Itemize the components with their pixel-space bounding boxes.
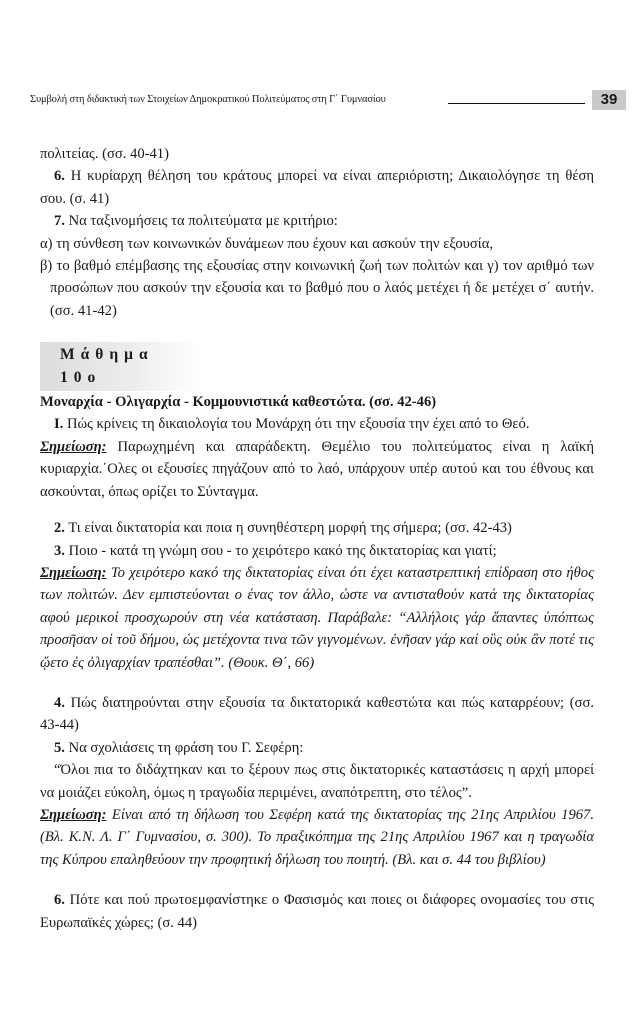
spacer (40, 322, 594, 342)
question-number: Ι. (54, 416, 64, 433)
question-3 (40, 540, 594, 562)
page-body (40, 143, 594, 934)
question-text: Πώς διατηρούνται στην εξουσία τα δικτατορικά καθεστώτα και πώς καταρρέουν; (σσ. 43-44) (40, 694, 594, 734)
question-text: Τι είναι δικτατορία και ποια η συνηθέστερη μορφή της σήμερα; (σσ. 42-43) (64, 520, 512, 537)
question-number: 3. (54, 542, 65, 559)
question-I (40, 413, 594, 435)
question-6b (40, 889, 594, 934)
lesson-title: Μοναρχία - Ολιγαρχία - Κομμουνιστικά καθεστώτα. (σσ. 42-46) (40, 394, 437, 411)
spacer (40, 503, 594, 517)
note-5 (40, 804, 594, 871)
question-text: Πώς κρίνεις τη δικαιολογία του Μονάρχη ότι την εξουσία την έχει από το Θεό. (63, 416, 530, 433)
question-text: Να ταξινομήσεις τα πολιτεύματα με κριτήριο: (64, 213, 338, 230)
question-7 (40, 210, 594, 232)
question-number: 5. (54, 739, 65, 756)
note-text: Είναι από τη δήλωση του Σεφέρη κατά της δικτατορίας της 21ης Απριλίου 1967. (Βλ. Κ.Ν. Λ. Γ΄ Γυμνασίου, σ. 300). Το πραξικόπημα της 21ης Απριλίου 1967 και η τραγωδία της Κύπρου επαληθεύουν την προφητική δήλωση του ποιητή. (Βλ. και σ. 44 του βιβλίου) (40, 806, 594, 868)
question-number: 4. (54, 694, 65, 711)
question-6 (40, 165, 594, 210)
header-rule (448, 103, 585, 104)
seferis-quote: “Όλοι πια το διδάχτηκαν και το ξέρουν πως στις δικτατορικές καταστάσεις η αρχή μπορεί να μοιάζει εύκολη, όμως η τραγωδία περιμένει, αναπότρεπτη, στο τέλος”. (40, 762, 594, 801)
note-3 (40, 562, 594, 674)
question-text: Ποιο - κατά τη γνώμη σου - το χειρότερο κακό της δικτατορίας και γιατί; (64, 542, 497, 559)
question-text: Να σχολιάσεις τη φράση του Γ. Σεφέρη: (64, 739, 304, 756)
question-7-option-b: β) το βαθμό επέμβασης της εξουσίας στην κοινωνική ζωή των πολιτών και γ) τον αριθμό των προσώπων που ασκούν την εξουσία και το βαθμό που ο λαός μετέχει ή δε μετέχει σ΄ αυτήν. (σσ. 41-42) (40, 258, 594, 319)
question-text: Πότε και πού πρωτοεμφανίστηκε ο Φασισμός και ποιες οι διάφορες ονομασίες του στις Ευρωπαϊκές χώρες; (σ. 44) (40, 892, 594, 931)
page-number: 39 (592, 90, 626, 110)
note-text: Παρωχημένη και απαράδεκτη. Θεμέλιο του πολιτεύματος είναι η λαϊκή κυριαρχία.΄Ολες οι εξουσίες πηγάζουν από το λαό, υπάρχουν υπέρ αυτού και του έθνους και ασκούνται, όπως ορίζει το Σύνταγμα. (40, 438, 594, 500)
spacer (40, 674, 594, 692)
note-label: Σημείωση: (40, 564, 107, 581)
continuation-line: πολιτείας. (σσ. 40-41) (40, 146, 169, 162)
question-number: 6. (54, 168, 65, 185)
note-label: Σημείωση: (40, 438, 107, 455)
question-7-option-a: α) τη σύνθεση των κοινωνικών δυνάμεων που έχουν και ασκούν την εξουσία, (40, 235, 493, 252)
question-number: 7. (54, 213, 65, 230)
running-title: Συμβολή στη διδακτική των Στοιχείων Δημοκρατικού Πολιτεύματος στη Γ΄ Γυμνασίου (30, 94, 386, 105)
note-I (40, 436, 594, 503)
note-text: Το χειρότερο κακό της δικτατορίας είναι ότι έχει καταστρεπτική επίδραση στο ήθος των πολιτών. Δεν εμπιστεύονται ο ένας τον άλλο, ώστε να αντισταθούν κατά της δικτατορίας αφού μερικοί προσχωρούν στη νέα κατάσταση. Παράβαλε: “Αλλήλοις γάρ ἅπαντες ὑπόπτως προσῆσαν οἱ τοῦ δήμου, ὡς μετέχοντα τινα τῶν γιγνομένων. ἐνῆσαν γάρ καί οὓς οὐκ ἂν ποτέ τις ᾤετο ἐς ὀλιγαρχίαν τραπέσθαι”. (Θουκ. Θ΄, 66) (40, 564, 594, 671)
lesson-heading: Μάθημα 10ο (40, 342, 200, 391)
question-4 (40, 692, 594, 737)
spacer (40, 871, 594, 889)
question-number: 2. (54, 520, 65, 537)
question-2 (40, 517, 594, 539)
question-5 (40, 737, 594, 759)
question-number: 6. (54, 892, 65, 909)
note-label: Σημείωση: (40, 806, 107, 823)
running-header (30, 90, 618, 110)
question-text: Η κυρίαρχη θέληση του κράτους μπορεί να είναι απεριόριστη; Δικαιολόγησε τη θέση σου. (σ. 41) (40, 168, 594, 207)
